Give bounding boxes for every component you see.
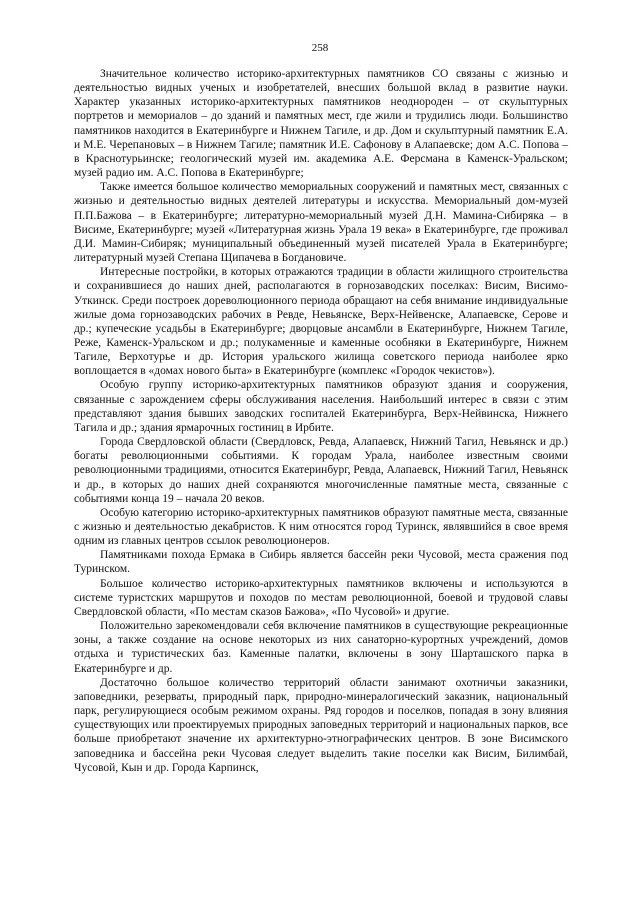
- paragraph-housing-traditions: Интересные постройки, в которых отражаются традиции в области жилищного строительства и сохранившиеся до наших дней, располагаются в горнозаводских поселках: Висим, Висимо-Уткинск. Среди построек дореволюционного периода обращают на себя внимание индивидуальные жилые дома горнозаводских рабочих в Ревде, Невьянске, Верх-Нейвенске, Алапаевске, Серове и др.; купеческие усадьбы в Екатеринбурге; дворцовые ансамбли в Екатеринбурге, Нижнем Тагиле, Реже, Каменск-Уральском и др.; полукаменные и каменные особняки в Екатеринбурге, Нижнем Тагиле, Верхотурье и др. История уральского жилища советского периода наиболее ярко воплощается в «домах нового быта» в Екатеринбурге (комплекс «Городок чекистов»).: [74, 266, 568, 378]
- paragraph-literary-memorials: Также имеется большое количество мемориальных сооружений и памятных мест, связанных с жизнью и деятельностью видных деятелей литературы и искусства. Мемориальный дом-музей П.П.Бажова – в Екатеринбурге; литературно-мемориальный музей Д.Н. Мамина-Сибиряка – в Висиме, Екатеринбурге; музей «Литературная жизнь Урала 19 века» в Екатеринбурге, где проживал Д.И. Мамин-Сибиряк; муниципальный объединенный музей писателей Урала в Екатеринбурге; литературный музей Степана Щипачева в Богдановиче.: [74, 181, 568, 265]
- paragraph-decembrists: Особую категорию историко-архитектурных памятников образуют памятные места, связанные с жизнью и деятельностью декабристов. К ним относятся город Туринск, являвшийся в свое время одним из главных центров ссылок революционеров.: [74, 506, 568, 548]
- paragraph-tourist-routes: Большое количество историко-архитектурных памятников включены и используются в системе туристских маршрутов и походов по местам революционной, боевой и трудовой славы Свердловской области, «По местам сказов Бажова», «По Чусовой» и другие.: [74, 577, 568, 618]
- paragraph-yermak-campaign: Памятниками похода Ермака в Сибирь является бассейн реки Чусовой, места сражения под Туринском.: [74, 549, 568, 576]
- paragraph-scientists-monuments: Значительное количество историко-архитектурных памятников СО связаны с жизнью и деятельностью видных ученых и изобретателей, внесших большой вклад в развитие науки. Характер указанных историко-архитектурных памятников неоднороден – от скульптурных портретов и мемориалов – до зданий и памятных мест, где жили и трудились люди. Большинство памятников находится в Екатеринбурге и Нижнем Тагиле, и др. Дом и скульптурный памятник Е.А. и М.Е. Черепановых – в Нижнем Тагиле; памятник И.Е. Сафонову в Алапаевске; дом А.С. Попова – в Краснотурьинске; геологический музей им. академика А.Е. Ферсмана в Каменск-Уральском; музей радио им. А.С. Попова в Екатеринбурге;: [74, 68, 568, 180]
- page-number: 258: [311, 42, 329, 54]
- paragraph-revolutionary-events: Города Свердловской области (Свердловск, Ревда, Алапаевск, Нижний Тагил, Невьянск и др.) богаты революционными событиями. К городам Урала, наиболее известным своими революционными традициями, относится Екатеринбург, Ревда, Алапаевск, Нижний Тагил, Невьянск и др., в которых до наших дней сохраняются многочисленные памятные места, связанные с событиями конца 19 – начала 20 веков.: [74, 436, 568, 505]
- paragraph-recreation-zones: Положительно зарекомендовали себя включение памятников в существующие рекреационные зоны, а также создание на основе некоторых из них санаторно-курортных учреждений, домов отдыха и туристических баз. Каменные палатки, включены в зону Шарташского парка в Екатеринбурге и др.: [74, 620, 568, 675]
- paragraph-protected-territories: Достаточно большое количество территорий области занимают охотничьи заказники, заповедники, резерваты, природный парк, природно-минералогический заказник, национальный парк, регулирующиеся особым режимом охраны. Ряд городов и поселков, попадая в зону влияния существующих или проектируемых природных заповедных территорий и национальных парков, все больше приобретают значение их архитектурно-этнографических центров. В зоне Висимского заповедника и бассейна реки Чусовая следует выделить такие поселки как Висим, Билимбай, Чусовой, Кын и др. Города Карпинск,: [74, 676, 568, 774]
- paragraph-service-buildings: Особую группу историко-архитектурных памятников образуют здания и сооружения, связанные с зарождением сферы обслуживания населения. Наибольший интерес в связи с этим представляют здания бывших заводских госпиталей Екатеринбурга, Верх-Нейвинска, Нижнего Тагила и др.; здания ярмарочных гостиниц в Ирбите.: [74, 379, 568, 434]
- body-text: [74, 67, 568, 775]
